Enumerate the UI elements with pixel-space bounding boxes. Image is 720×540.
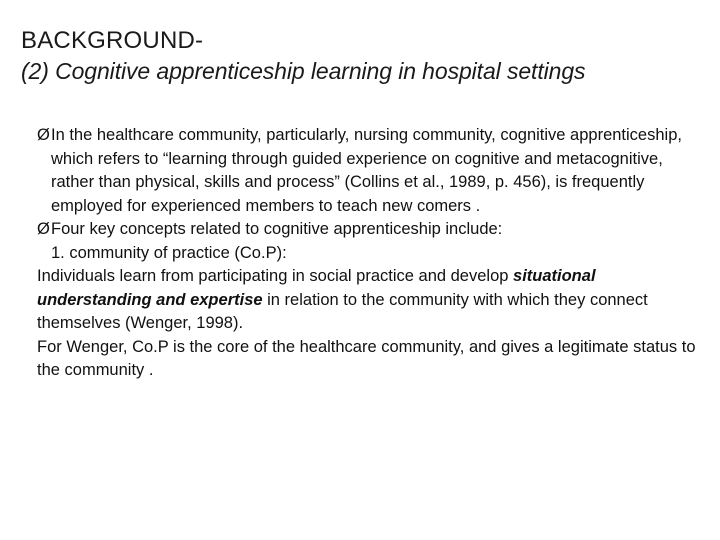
title-heading: BACKGROUND- [21,27,204,54]
arrow-bullet-icon: Ø [37,220,50,238]
concept-heading: 1. community of practice (Co.P): [51,243,287,262]
emphasis-text: situational understanding and expertise [37,267,596,309]
bullet-text: In the healthcare community, particularly, nursing community, cognitive apprenticeship, which refers to “learning through guided experience on cognitive and metacognitive, rather than physical, skills and process” (Collins et al., 1989, p. 456), is frequently employed for experienced members to teach new comers . [51,126,682,215]
body-paragraph: For Wenger, Co.P is the core of the healthcare community, and gives a legitimate status to the community . [37,337,696,379]
title-subheading: (2) Cognitive apprenticeship learning in hospital settings [21,58,586,84]
slide-title [21,26,711,86]
slide-body [37,124,697,383]
bullet-item [37,124,697,218]
paragraph-text: Individuals learn from participating in social practice and develop [37,267,514,285]
paragraph-text: in relation to the community with which they connect themselves (Wenger, 1998). [37,290,648,332]
bullet-item [37,218,697,242]
body-paragraph [37,265,697,336]
arrow-bullet-icon: Ø [37,126,50,144]
bullet-text: Four key concepts related to cognitive apprenticeship include: [51,220,503,238]
